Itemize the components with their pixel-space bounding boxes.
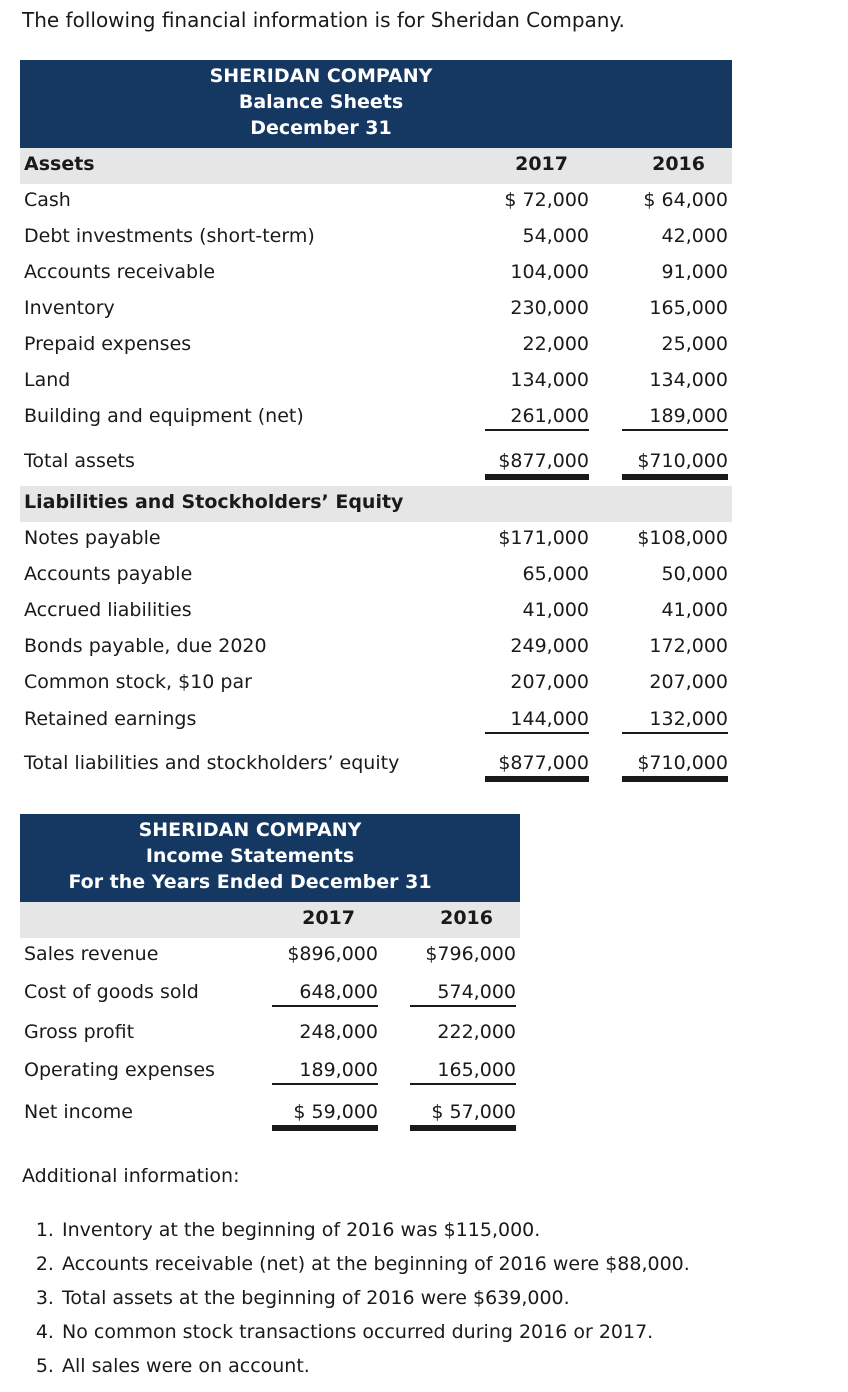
- row-label: Net income: [24, 1101, 133, 1123]
- value-2017: 189,000: [272, 1058, 378, 1085]
- row-label: Accrued liabilities: [24, 599, 192, 621]
- note-item: 1. Inventory at the beginning of 2016 was $115,000.: [60, 1213, 690, 1247]
- row-label: Cash: [24, 189, 71, 211]
- note-item: 5. All sales were on account.: [60, 1349, 690, 1383]
- value-2016: 41,000: [661, 599, 728, 621]
- row-label: Inventory: [24, 297, 115, 319]
- value-2017: $896,000: [287, 943, 378, 965]
- row-label: Total liabilities and stockholders’ equity: [24, 752, 400, 774]
- statement-date: December 31: [250, 117, 392, 139]
- value-2016: 207,000: [649, 671, 728, 693]
- value-2016: 222,000: [437, 1021, 516, 1043]
- row-label: Accounts payable: [24, 563, 193, 585]
- liabilities-heading: Liabilities and Stockholders’ Equity: [24, 491, 404, 513]
- note-item: 2. Accounts receivable (net) at the beginning of 2016 were $88,000.: [60, 1247, 690, 1281]
- value-2016: 132,000: [622, 707, 728, 734]
- row-label: Notes payable: [24, 527, 161, 549]
- value-2017: 134,000: [510, 369, 589, 391]
- income-statement-header: [20, 814, 520, 902]
- row-label: Gross profit: [24, 1021, 135, 1043]
- value-2016: $796,000: [425, 943, 516, 965]
- company-name: SHERIDAN COMPANY: [209, 65, 433, 87]
- is-year-2016-heading: 2016: [440, 907, 493, 929]
- value-2016: $ 57,000: [410, 1100, 516, 1131]
- value-2017: 22,000: [522, 333, 589, 355]
- value-2017: $877,000: [485, 449, 589, 480]
- value-2017: $ 59,000: [272, 1100, 378, 1131]
- statement-title: Balance Sheets: [238, 91, 404, 113]
- value-2017: 144,000: [485, 707, 589, 734]
- row-label: Land: [24, 369, 71, 391]
- row-label: Accounts receivable: [24, 261, 216, 283]
- value-2016: 165,000: [410, 1058, 516, 1085]
- value-2016: 50,000: [661, 563, 728, 585]
- value-2016: $108,000: [637, 527, 728, 549]
- statement-period: For the Years Ended December 31: [68, 871, 432, 893]
- row-label: Total assets: [24, 450, 135, 472]
- value-2016: 91,000: [661, 261, 728, 283]
- value-2016: 25,000: [661, 333, 728, 355]
- value-2017: 41,000: [522, 599, 589, 621]
- row-label: Debt investments (short-term): [24, 225, 315, 247]
- value-2017: 54,000: [522, 225, 589, 247]
- value-2016: 172,000: [649, 635, 728, 657]
- value-2017: 230,000: [510, 297, 589, 319]
- value-2016: 574,000: [410, 980, 516, 1007]
- intro-text: The following financial information is for Sheridan Company.: [22, 8, 625, 32]
- row-label: Common stock, $10 par: [24, 671, 252, 693]
- assets-heading: Assets: [24, 153, 95, 175]
- year-2016-heading: 2016: [652, 153, 705, 175]
- row-label: Sales revenue: [24, 943, 159, 965]
- value-2016: $710,000: [622, 751, 728, 782]
- value-2017: 207,000: [510, 671, 589, 693]
- value-2017: 249,000: [510, 635, 589, 657]
- value-2017: 648,000: [272, 980, 378, 1007]
- row-label: Building and equipment (net): [24, 405, 304, 427]
- additional-info-list: [22, 1213, 690, 1383]
- value-2017: 65,000: [522, 563, 589, 585]
- value-2016: $ 64,000: [643, 189, 728, 211]
- value-2017: $ 72,000: [504, 189, 589, 211]
- row-label: Prepaid expenses: [24, 333, 192, 355]
- value-2016: 134,000: [649, 369, 728, 391]
- company-name: SHERIDAN COMPANY: [138, 819, 362, 841]
- row-label: Retained earnings: [24, 708, 197, 730]
- value-2017: 104,000: [510, 261, 589, 283]
- row-label: Cost of goods sold: [24, 981, 199, 1003]
- note-item: 4. No common stock transactions occurred during 2016 or 2017.: [60, 1315, 690, 1349]
- value-2017: $877,000: [485, 751, 589, 782]
- balance-sheet-header: [20, 60, 732, 148]
- row-label: Bonds payable, due 2020: [24, 635, 267, 657]
- value-2016: 165,000: [649, 297, 728, 319]
- value-2017: 248,000: [299, 1021, 378, 1043]
- note-item: 3. Total assets at the beginning of 2016 were $639,000.: [60, 1281, 690, 1315]
- statement-title: Income Statements: [145, 845, 355, 867]
- value-2016: 42,000: [661, 225, 728, 247]
- value-2017: $171,000: [498, 527, 589, 549]
- is-year-2017-heading: 2017: [302, 907, 355, 929]
- row-label: Operating expenses: [24, 1059, 215, 1081]
- year-2017-heading: 2017: [515, 153, 568, 175]
- additional-info-label: Additional information:: [22, 1165, 240, 1187]
- value-2016: 189,000: [622, 404, 728, 431]
- value-2016: $710,000: [622, 449, 728, 480]
- value-2017: 261,000: [485, 404, 589, 431]
